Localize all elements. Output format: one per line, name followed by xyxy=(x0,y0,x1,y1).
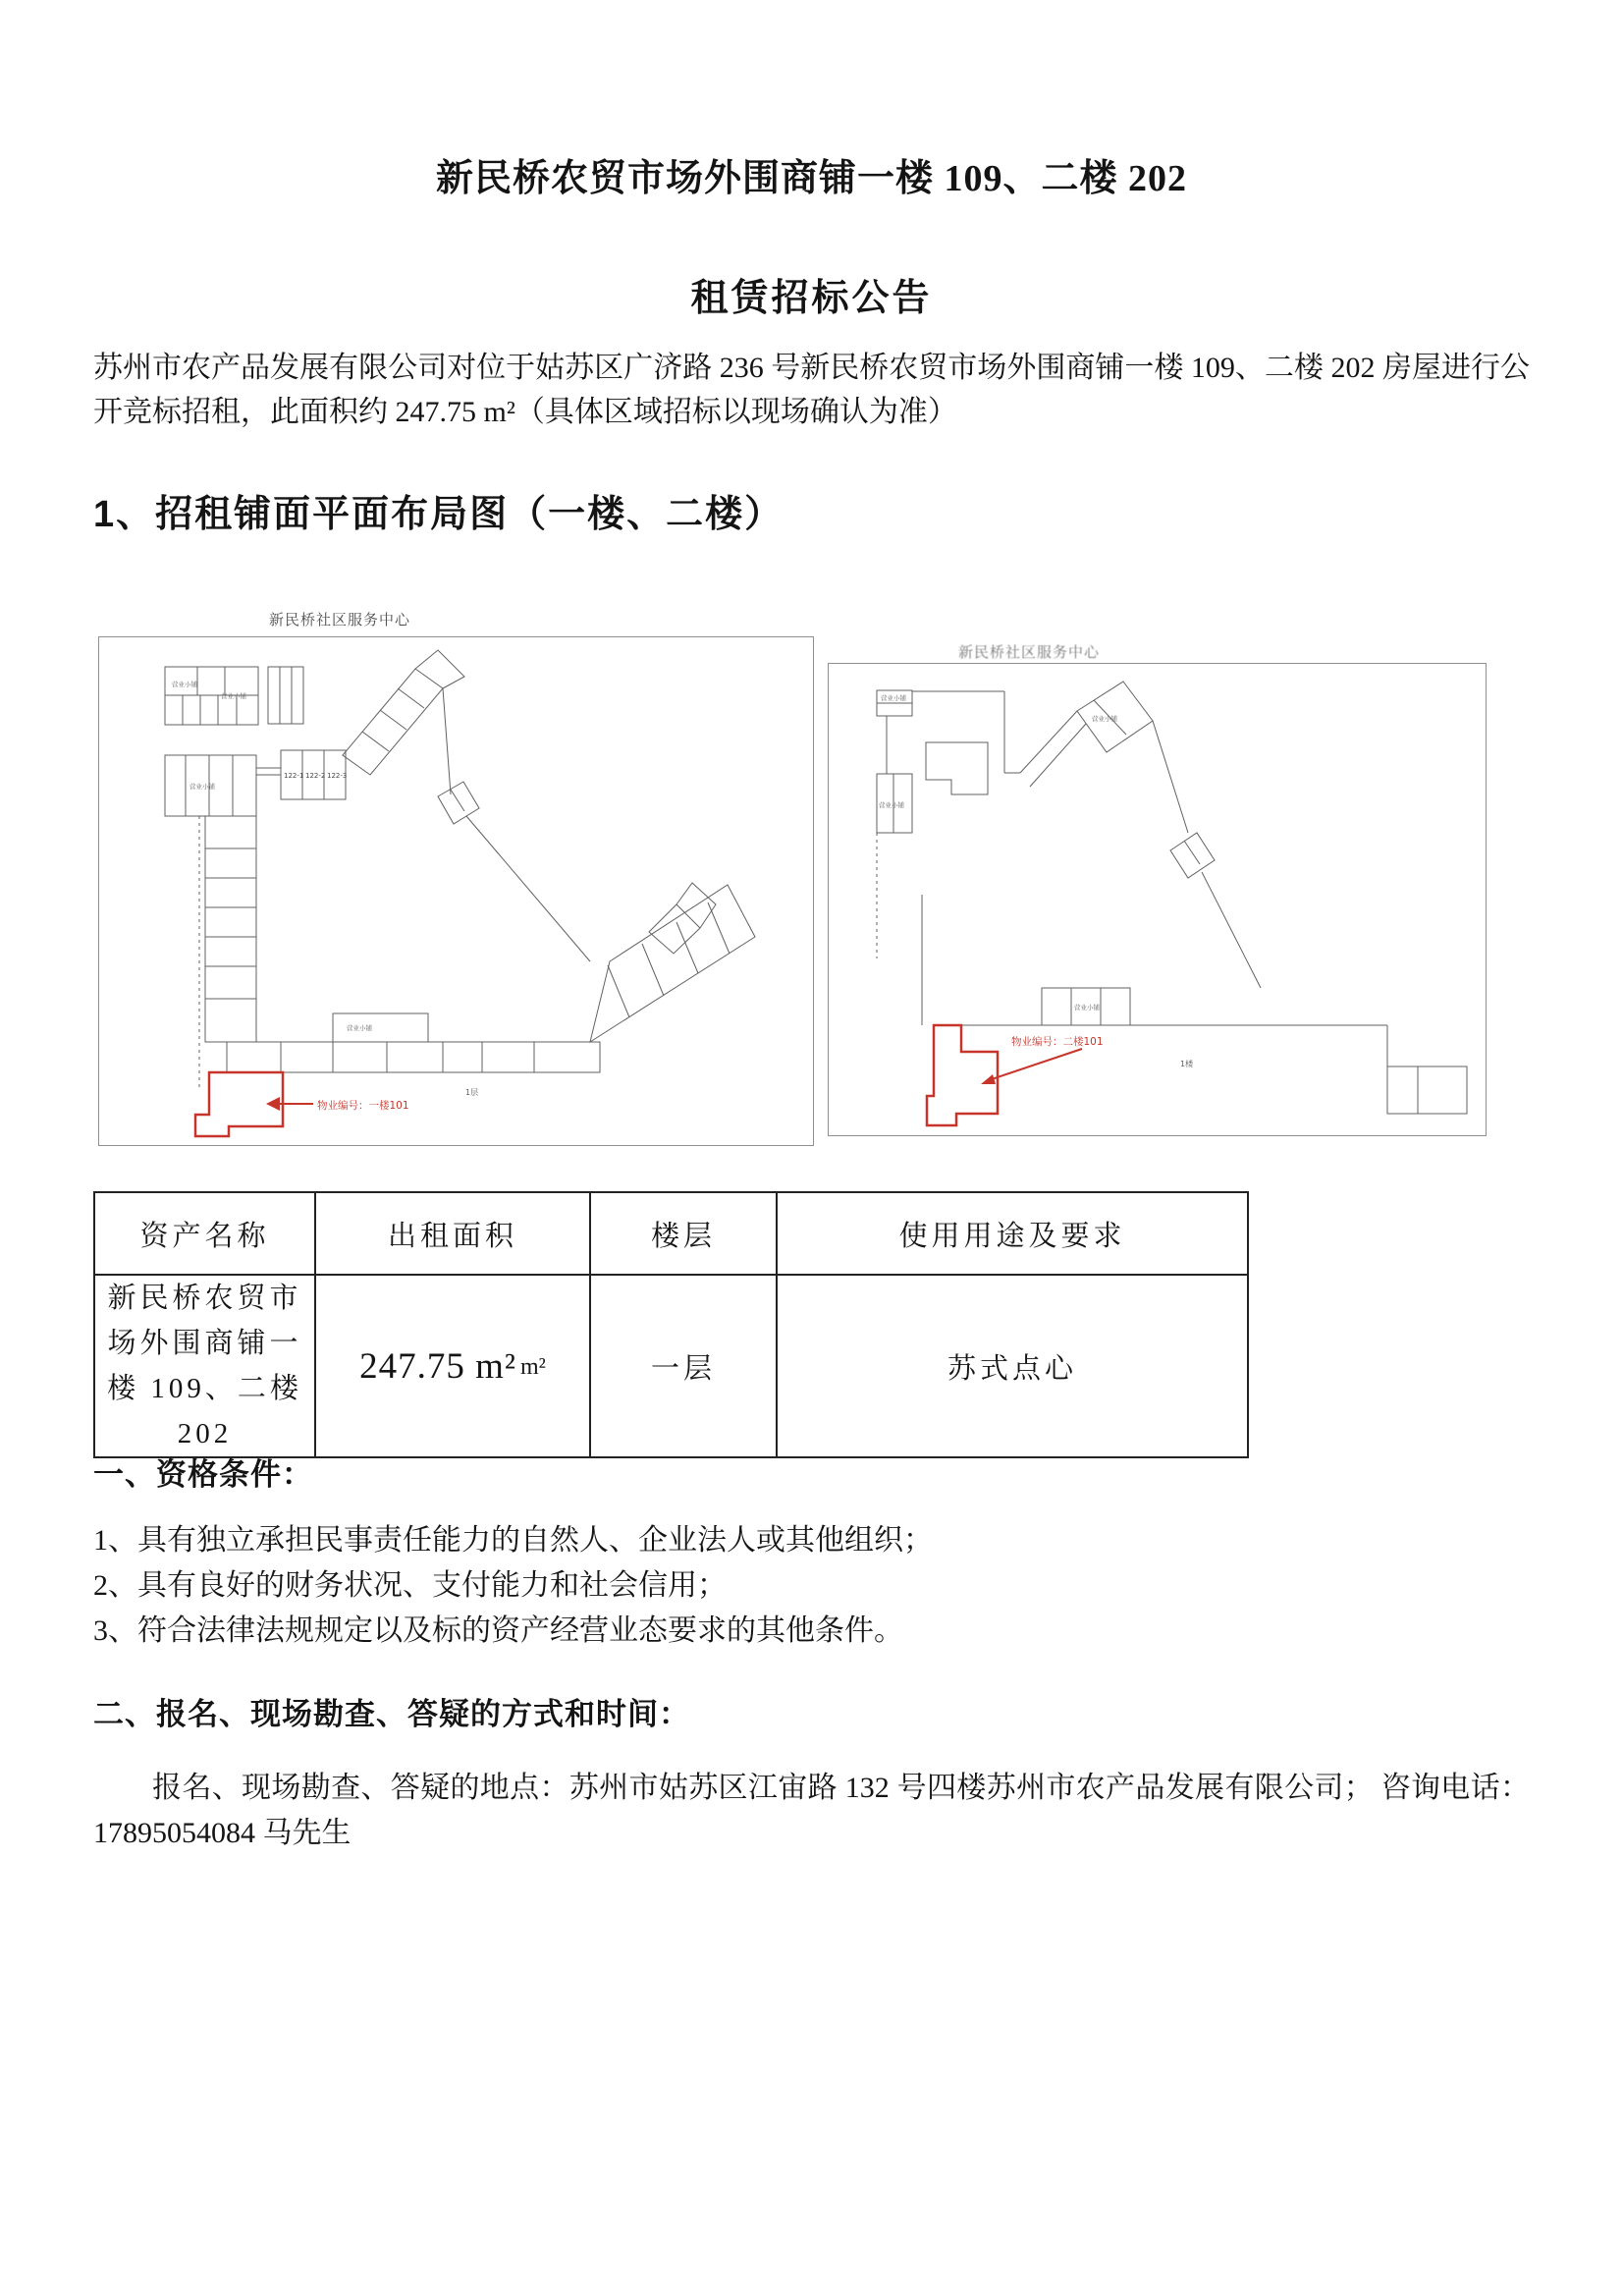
highlight-label-right: 物业编号：二楼101 xyxy=(1011,1036,1104,1048)
floorplan-right-highlight xyxy=(927,1025,1104,1125)
highlight-outline-right xyxy=(927,1025,998,1125)
cell-floor: 一层 xyxy=(590,1275,777,1457)
floorplan-left-svg xyxy=(99,637,813,1145)
asset-table-header-row xyxy=(94,1192,1248,1275)
header-usage: 使用用途及要求 xyxy=(777,1192,1248,1275)
floorplan-left-figure xyxy=(98,636,814,1146)
room-label: 122-3 xyxy=(327,772,348,780)
floorplan-left-highlight xyxy=(195,1072,409,1136)
room-label: 营业小铺 xyxy=(881,694,906,702)
floor-mark-label: 1楼 xyxy=(1180,1060,1194,1068)
intro-paragraph: 苏州市农产品发展有限公司对位于姑苏区广济路 236 号新民桥农贸市场外围商铺一楼 109、二楼 202 房屋进行公开竞标招租，此面积约 247.75 m²（具体区域招标以现场确认为准） xyxy=(93,352,1530,428)
highlight-arrow-shaft-right xyxy=(992,1049,1082,1079)
asset-table xyxy=(93,1191,1249,1458)
room-label: 122-1 xyxy=(284,772,304,780)
room-label: 营业小铺 xyxy=(172,681,197,688)
qualification-item: 2、具有良好的财务状况、支付能力和社会信用； xyxy=(93,1569,727,1602)
qualification-item: 1、具有独立承担民事责任能力的自然人、企业法人或其他组织； xyxy=(93,1524,933,1557)
header-asset-name: 资产名称 xyxy=(94,1192,315,1275)
document-subtitle: 租赁招标公告 xyxy=(690,278,933,319)
asset-table-data-row xyxy=(94,1275,1248,1457)
room-label: 营业小铺 xyxy=(189,783,215,791)
cell-asset-name: 新民桥农贸市场外围商铺一楼 109、二楼 202 xyxy=(94,1275,315,1457)
header-rent-area: 出租面积 xyxy=(315,1192,590,1275)
floorplan-right-walls xyxy=(877,682,1467,1114)
highlight-arrowhead-left xyxy=(266,1097,280,1111)
room-label: 营业小铺 xyxy=(347,1024,372,1032)
header-floor: 楼层 xyxy=(590,1192,777,1275)
document-title: 新民桥农贸市场外围商铺一楼 109、二楼 202 xyxy=(435,158,1187,199)
registration-heading: 二、报名、现场勘查、答疑的方式和时间： xyxy=(93,1697,690,1731)
floor-mark-label: 1层 xyxy=(465,1088,479,1097)
room-label: 营业小铺 xyxy=(221,692,246,700)
room-label: 122-2 xyxy=(305,772,326,780)
floorplan-right-svg xyxy=(829,664,1486,1135)
floorplan-right-figure xyxy=(828,663,1487,1136)
qualification-item: 3、符合法律法规规定以及标的资产经营业态要求的其他条件。 xyxy=(93,1614,903,1647)
cell-usage: 苏式点心 xyxy=(777,1275,1248,1457)
section1-heading: 1、招租铺面平面布局图（一楼、二楼） xyxy=(93,494,784,535)
area-unit-extra: m² xyxy=(520,1353,546,1380)
qualifications-list xyxy=(93,1518,1530,1654)
floorplan-left-caption: 新民桥社区服务中心 xyxy=(268,613,410,629)
registration-paragraph: 报名、现场勘查、答疑的地点：苏州市姑苏区江宙路 132 号四楼苏州市农产品发展有限公司； 咨询电话：17895054084 马先生 xyxy=(93,1772,1530,1849)
highlight-label-left: 物业编号：一楼101 xyxy=(317,1100,409,1112)
floorplan-left-room-labels xyxy=(172,680,478,1097)
qualifications-heading: 一、资格条件： xyxy=(93,1457,313,1492)
floorplan-right-caption: 新民桥社区服务中心 xyxy=(957,645,1100,661)
room-label: 营业小铺 xyxy=(879,801,904,809)
room-label: 营业小铺 xyxy=(1074,1004,1100,1011)
cell-rent-area xyxy=(315,1275,590,1457)
room-label: 营业小铺 xyxy=(1092,715,1117,723)
highlight-arrowhead-right xyxy=(981,1074,996,1084)
area-value: 247.75 m² xyxy=(359,1345,516,1387)
floorplan-left-walls xyxy=(165,650,755,1089)
